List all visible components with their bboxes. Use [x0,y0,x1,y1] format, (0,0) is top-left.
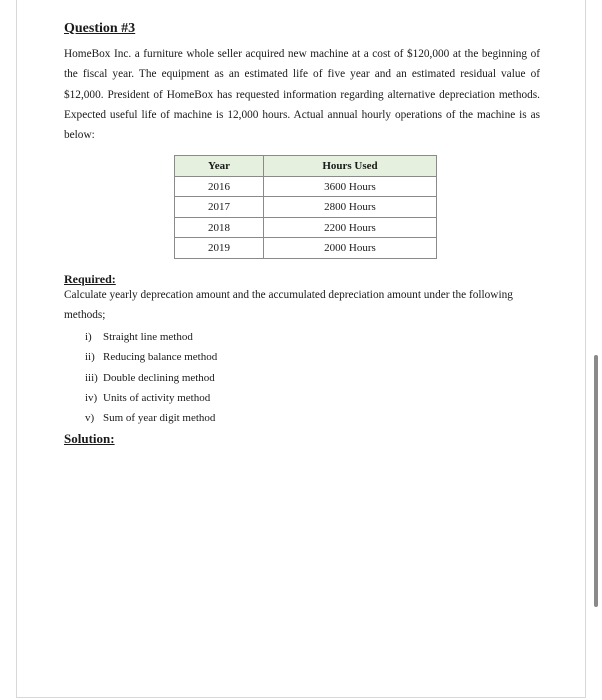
hours-table [174,155,437,259]
table-row [175,238,437,259]
list-item-label: Units of activity method [103,391,211,404]
cell-year: 2017 [175,197,264,218]
list-item [85,408,540,428]
list-item-label: Double declining method [103,371,215,384]
list-item-number: ii) [85,351,95,364]
list-item [85,327,540,347]
list-item [85,347,540,367]
header-hours-used: Hours Used [264,156,437,177]
table-row [175,217,437,238]
list-item-number: iii) [85,371,98,384]
cell-hours: 3600 Hours [264,176,437,197]
cell-year: 2016 [175,176,264,197]
document-content [64,20,540,448]
list-item-number: i) [85,330,92,343]
question-title: Question #3 [64,21,136,36]
cell-hours: 2800 Hours [264,197,437,218]
required-title: Required: [64,271,116,286]
list-item-number: iv) [85,391,98,404]
list-item [85,388,540,408]
vertical-scrollbar[interactable] [594,355,598,607]
cell-hours: 2000 Hours [264,238,437,259]
solution-title: Solution: [64,431,115,447]
list-item [85,368,540,388]
required-text: Calculate yearly deprecation amount and the accumulated depreciation amount under the following methods; [64,288,513,321]
table-row [175,197,437,218]
cell-year: 2019 [175,238,264,259]
list-item-label: Straight line method [103,330,193,343]
header-year: Year [175,156,264,177]
list-item-number: v) [85,412,95,425]
methods-list [85,327,540,428]
table-header-row [175,156,437,177]
cell-year: 2018 [175,217,264,238]
list-item-label: Reducing balance method [103,351,218,364]
list-item-label: Sum of year digit method [103,412,216,425]
question-paragraph: HomeBox Inc. a furniture whole seller acquired new machine at a cost of $120,000 at the beginning of the fiscal year. The equipment as an estimated life of five year and an estimated residual value of $12,000. President of HomeBox has requested information regarding alternative depreciation methods. Expected useful life of machine is 12,000 hours. Actual annual hourly operations of the machine is as below: [64,48,540,142]
cell-hours: 2200 Hours [264,217,437,238]
table-row [175,176,437,197]
